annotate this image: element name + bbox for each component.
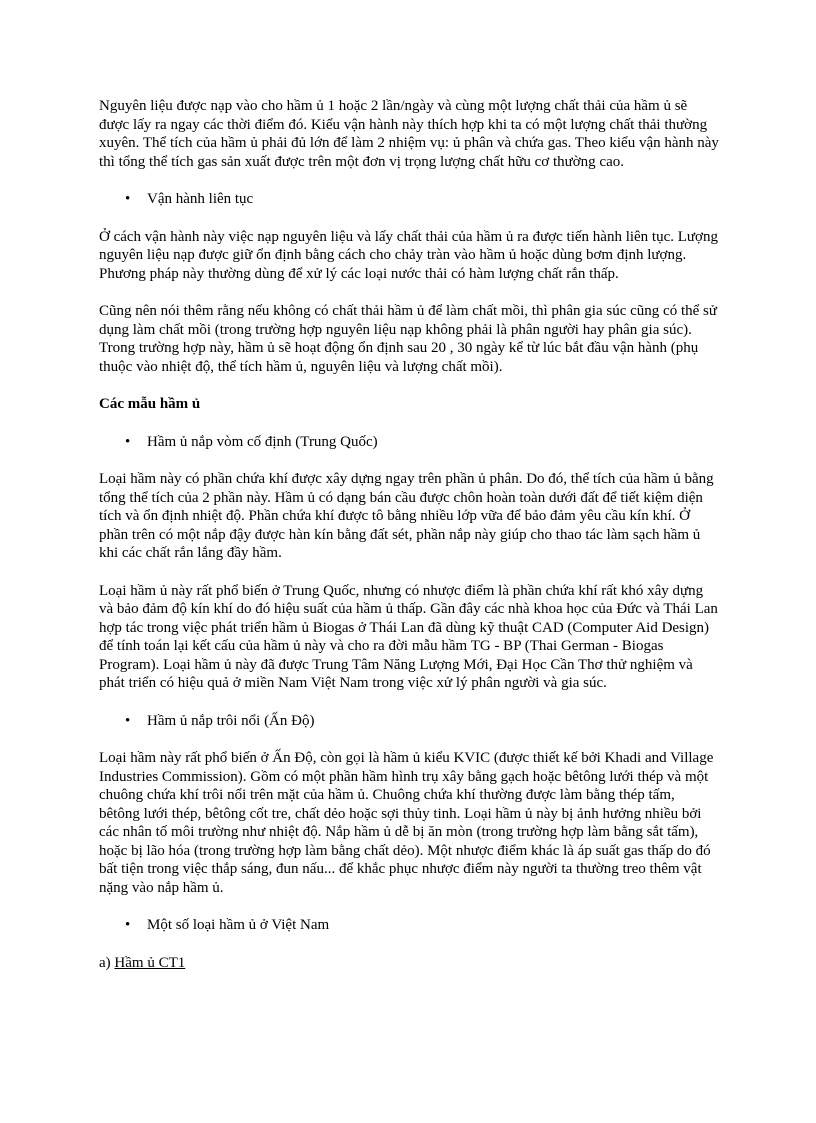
sub-item-label: Hầm ủ CT1 [114, 954, 186, 971]
bullet-dot-icon: • [125, 917, 131, 933]
bullet-floating-drum-india [99, 712, 719, 731]
bullet-text: Một số loại hầm ủ ở Việt Nam [147, 917, 330, 933]
bullet-fixed-dome-china [99, 433, 719, 452]
paragraph-batch-operation: Nguyên liệu được nạp vào cho hầm ủ 1 hoặc 2 lần/ngày và cùng một lượng chất thải của hầm ủ sẽ được lấy ra ngay các thời điểm đó. Kiểu vận hành này thích hợp khi ta có một lượng chất thải thường xuyên. Thể tích của hầm ủ phải đủ lớn để làm 2 nhiệm vụ: ủ phân và chứa gas. Theo kiểu vận hành này thì tổng thể tích gas sản xuất được trên một đơn vị trọng lượng chất hữu cơ thường cao. [99, 98, 719, 170]
paragraph-starter-material: Cũng nên nói thêm rằng nếu không có chất thải hầm ủ để làm chất mồi, thì phân gia súc cũng có thể sử dụng làm chất mồi (trong trường hợp nguyên liệu nạp không phải là phân người hay phân gia súc). Trong trường hợp này, hầm ủ sẽ hoạt động ổn định sau 20 , 30 ngày kể từ lúc bắt đầu vận hành (phụ thuộc vào nhiệt độ, thể tích hầm ủ, nguyên liệu và lượng chất mồi). [99, 303, 717, 375]
sub-item-ct1 [99, 954, 719, 973]
bullet-dot-icon: • [125, 712, 131, 729]
paragraph-continuous-operation: Ở cách vận hành này việc nạp nguyên liệu và lấy chất thải của hầm ủ ra được tiến hành liên tục. Lượng nguyên liệu nạp được giữ ổn định bằng cách cho chảy tràn vào hầm ủ hoặc dùng bơm định lượng. Phương pháp này thường dùng để xử lý các loại nước thải có hàm lượng chất rắn thấp. [99, 228, 718, 282]
bullet-dot-icon: • [125, 191, 131, 207]
bullet-continuous-operation [99, 190, 719, 209]
bullet-dot-icon: • [125, 433, 131, 450]
paragraph-fixed-dome-development: Loại hầm ủ này rất phổ biến ở Trung Quốc, nhưng có nhược điểm là phần chứa khí rất khó xây dựng và bảo đảm độ kín khí do đó hiệu suất của hầm ủ thấp. Gần đây các nhà khoa học của Đức và Thái Lan hợp tác trong việc phát triển hầm ủ Biogas ở Thái Lan đã dùng kỹ thuật CAD (Computer Aid Design) để tính toán lại kết cấu của hầm ủ này và cho ra đời mẫu hầm TG - BP (Thai German - Biogas Program). Loại hầm ủ này đã được Trung Tâm Năng Lượng Mới, Đại Học Cần Thơ thử nghiệm và phát triển có hiệu quả ở miền Nam Việt Nam trong việc xử lý phân người và gia súc. [99, 582, 718, 691]
paragraph-floating-drum-description: Loại hầm này rất phổ biến ở Ấn Độ, còn gọi là hầm ủ kiểu KVIC (được thiết kế bởi Khadi and Village Industries Commission). Gồm có một phần hầm hình trụ xây bằng gạch hoặc bêtông lưới thép và một chuông chứa khí trôi nổi trên mặt của hầm ủ. Chuông chứa khí thường được làm bằng thép tấm, bêtông lưới thép, bêtông cốt tre, chất dẻo hoặc sợi thủy tinh. Loại hầm ủ này bị ảnh hưởng nhiều bởi các nhân tố môi trường như nhiệt độ. Nắp hầm ủ dễ bị ăn mòn (trong trường hợp làm bằng sắt tấm), hoặc bị lão hóa (trong trường hợp làm bằng chất dẻo). Một nhược điểm khác là áp suất gas thấp do đó bất tiện trong việc thắp sáng, đun nấu... để khắc phục nhược điểm này người ta thường treo thêm vật nặng vào nắp hầm ủ. [99, 750, 714, 896]
paragraph-fixed-dome-description: Loại hầm này có phần chứa khí được xây dựng ngay trên phần ủ phân. Do đó, thể tích của hầm ủ bằng tổng thể tích của 2 phần này. Hầm ủ có dạng bán cầu được chôn hoàn toàn dưới đất để tiết kiệm diện tích và ổn định nhiệt độ. Phần chứa khí được tô bằng nhiều lớp vữa để bảo đảm yêu cầu kín khí. Ở phần trên có một nắp đậy được hàn kín bằng đất sét, phần nắp này giúp cho thao tác làm sạch hầm ủ khi các chất rắn lắng đầy hầm. [99, 471, 714, 561]
document-page [99, 97, 719, 972]
bullet-text: Hầm ủ nắp trôi nổi (Ấn Độ) [147, 712, 315, 729]
bullet-text: Vận hành liên tục [147, 191, 254, 207]
bullet-vietnam-digesters [99, 916, 719, 935]
sub-item-prefix: a) [99, 954, 111, 971]
section-heading-digester-models: Các mẫu hầm ủ [99, 396, 201, 412]
bullet-text: Hầm ủ nắp vòm cố định (Trung Quốc) [147, 433, 378, 450]
